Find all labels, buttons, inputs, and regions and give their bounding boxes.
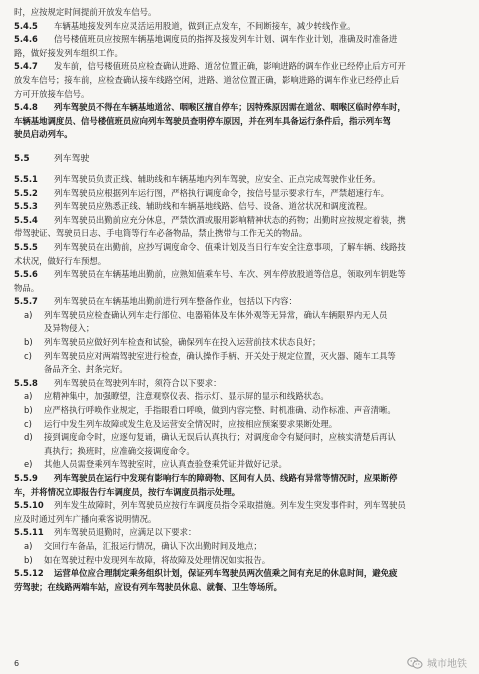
list-item-text: 接到调度命令时，应逐句复诵，确认无误后认真执行；对调度命令有疑问时，应核实清楚后再认 xyxy=(44,432,396,443)
list-item-text: 备品齐全、封条完好。 xyxy=(44,364,128,375)
clause-number: 5.5.11 xyxy=(14,527,44,538)
list-item-text: 及异物侵入； xyxy=(44,323,95,334)
clause-line xyxy=(14,486,467,500)
clause-text: 带驾驶证、驾驶员日志、手电筒等行车必备物品，禁止携带与工作无关的物品。 xyxy=(14,228,308,239)
list-item-text: 运行中发生列车故障或发生危及运营安全情况时，应按相应预案要求果断处理。 xyxy=(44,418,338,429)
clause-line xyxy=(14,187,467,201)
clause-text: 车，并将情况立即报告行车调度员，按行车调度员指示处理。 xyxy=(14,486,241,497)
clause-text: 列车驾驶员负责正线、辅助线和车辆基地内列车驾驶，应安全、正点完成驾驶作业任务。 xyxy=(54,173,381,184)
clause-number: 5.5.3 xyxy=(14,201,38,212)
page-number: 6 xyxy=(14,659,20,668)
list-marker: b) xyxy=(24,405,33,416)
clause-number: 5.5.7 xyxy=(14,296,38,307)
list-item-line xyxy=(14,336,467,350)
list-marker: c) xyxy=(24,350,32,361)
clause-text: 车辆基地接发列车应灵活运用股道，做到正点发车，不间断接车，减少转线作业。 xyxy=(54,20,356,31)
clause-line xyxy=(14,295,467,309)
list-marker: a) xyxy=(24,391,33,402)
list-item-line xyxy=(14,309,467,323)
watermark xyxy=(407,655,467,670)
list-marker: b) xyxy=(24,554,33,565)
clause-number: 5.4.7 xyxy=(14,61,38,72)
list-item-text: 列车驾驶员应检查确认列车走行部位、电器箱体及车体外观等无异常，确认车辆限界内无人员 xyxy=(44,309,388,320)
clause-text: 劳驾驶；在线路两端车站，应设有列车驾驶员休息、就餐、卫生等场所。 xyxy=(14,581,282,592)
clause-number: 5.4.6 xyxy=(14,34,38,45)
clause-text: 信号楼值班员应按照车辆基地调度员的指挥及接发列车计划、调车作业计划，准确及时准备进 xyxy=(54,34,398,45)
list-item-text: 如在驾驶过程中发现列车故障，将故障及处理情况如实报告。 xyxy=(44,554,271,565)
clause-line xyxy=(14,20,467,34)
list-item-line xyxy=(14,390,467,404)
clause-line xyxy=(14,377,467,391)
list-item-text: 应精神集中，加强瞭望，注意观察仪表、指示灯、显示屏的显示和线路状态。 xyxy=(44,391,329,402)
clause-number: 5.5.2 xyxy=(14,187,38,198)
clause-number: 5.4.8 xyxy=(14,102,38,113)
wechat-icon xyxy=(407,657,423,669)
clause-number: 5.5.9 xyxy=(14,473,38,483)
clause-text: 列车驾驶员不得在车辆基地道岔、咽喉区擅自停车；因特殊原因需在道岔、咽喉区临时停车时， xyxy=(54,102,406,113)
list-item-line xyxy=(14,458,467,472)
list-item-text: 其他人员需登乘列车驾驶室时，应认真查验登乘凭证并做好记录。 xyxy=(44,459,287,470)
clause-text: 列车驾驶员出勤前应充分休息，严禁饮酒或服用影响精神状态的药物；出勤时应按规定着装，携 xyxy=(54,214,406,225)
clause-text: 路，做好接发列车组织工作。 xyxy=(14,47,123,58)
section-number: 5.5 xyxy=(14,153,30,164)
clause-number: 5.5.4 xyxy=(14,214,38,225)
clause-line xyxy=(14,472,467,486)
section-title: 列车驾驶 xyxy=(54,153,90,164)
clause-number: 5.5.1 xyxy=(14,173,38,184)
list-item-line xyxy=(14,554,467,568)
clause-number: 5.5.6 xyxy=(14,269,38,280)
clause-line xyxy=(14,282,467,296)
clause-line xyxy=(14,115,467,129)
clause-text: 物品。 xyxy=(14,282,40,293)
clause-line xyxy=(14,60,467,74)
clause-number: 5.5.5 xyxy=(14,241,38,252)
clause-line xyxy=(14,513,467,527)
clause-line xyxy=(14,88,467,102)
list-item-text: 真执行；换班时，应准确交接调度命令。 xyxy=(44,445,195,456)
clause-line xyxy=(14,128,467,142)
section-heading xyxy=(14,152,467,166)
watermark-text: 城市地铁 xyxy=(427,659,467,670)
clause-text: 应及时通过列车广播向乘客说明情况。 xyxy=(14,513,157,524)
list-marker: d) xyxy=(24,432,33,443)
clause-text: 方可开放接车信号。 xyxy=(14,88,90,99)
clause-text: 发车前，信号楼值班员应检查确认进路、道岔位置正确，影响进路的调车作业已经停止后方可开 xyxy=(54,61,406,72)
list-marker: e) xyxy=(24,459,33,470)
list-item-line xyxy=(14,431,467,445)
clause-line xyxy=(14,101,467,115)
list-item-line xyxy=(14,363,467,377)
clause-line xyxy=(14,33,467,47)
clause-text: 运营单位应合理制定乘务组织计划，保证列车驾驶员两次值乘之间有充足的休息时间，避免疲 xyxy=(54,568,398,579)
clause-text: 列车驾驶员在驾驶列车时，须符合以下要求： xyxy=(54,377,222,388)
body-line: 时，应按规定时间提前开放发车信号。 xyxy=(14,7,157,17)
clause-line xyxy=(14,268,467,282)
list-item-text: 应严格执行呼唤作业规定，手指眼看口呼唤，做到内容完整、时机准确、动作标准、声音清晰。 xyxy=(44,405,396,416)
clause-text: 放发车信号；接车前，应检查确认接车线路空闲，进路、道岔位置正确，影响进路的调车作业已经停止后 xyxy=(14,74,400,85)
clause-number: 5.5.12 xyxy=(14,568,44,579)
clause-line xyxy=(14,74,467,88)
clause-line xyxy=(14,227,467,241)
clause-text: 驶员启动列车。 xyxy=(14,129,73,140)
document-body xyxy=(14,6,467,594)
clause-text: 列车发生故障时，列车驾驶员应按行车调度员指令采取措施。列车发生突发事件时，列车驾驶员 xyxy=(54,500,406,511)
clause-line xyxy=(14,173,467,187)
clause-line xyxy=(14,47,467,61)
list-item-line xyxy=(14,540,467,554)
clause-text: 列车驾驶员在出勤前，应抄写调度命令、值乘计划及当日行车安全注意事项，了解车辆、线路技 xyxy=(54,241,406,252)
clause-line xyxy=(14,214,467,228)
list-item-line xyxy=(14,404,467,418)
clause-line xyxy=(14,200,467,214)
clause-line xyxy=(14,526,467,540)
clause-number: 5.5.10 xyxy=(14,500,44,511)
clause-text: 列车驾驶员应根据列车运行图，严格执行调度命令，按信号显示要求行车，严禁超速行车。 xyxy=(54,187,389,198)
list-item-line xyxy=(14,350,467,364)
clause-text: 车辆基地调度员、信号楼值班员应向列车驾驶员查明停车原因，并在列车具备运行条件后，指示列车驾 xyxy=(14,115,391,126)
list-marker: c) xyxy=(24,418,32,429)
clause-line xyxy=(14,567,467,581)
clause-text: 列车驾驶员在车辆基地出勤前，应熟知值乘车号、车次、列车停放股道等信息，领取列车钥匙等 xyxy=(54,269,406,280)
clause-text: 列车驾驶员在车辆基地出勤前进行列车整备作业，包括以下内容： xyxy=(54,296,297,307)
list-item-line xyxy=(14,445,467,459)
clause-number: 5.5.8 xyxy=(14,377,38,388)
clause-text: 列车驾驶员在运行中发现有影响行车的障碍物、区间有人员、线路有异常等情况时，应果断停 xyxy=(54,473,398,483)
clause-line xyxy=(14,255,467,269)
clause-number: 5.4.5 xyxy=(14,20,38,31)
clause-text: 术状况，做好行车预想。 xyxy=(14,255,107,266)
list-item-text: 列车驾驶员应对两端驾驶室进行检查，确认操作手柄、开关处于规定位置，灭火器、随车工具等 xyxy=(44,350,396,361)
list-item-line xyxy=(14,418,467,432)
clause-line xyxy=(14,499,467,513)
list-item-text: 列车驾驶员应做好列车检查和试验，确保列车在投入运营前技术状态良好； xyxy=(44,337,321,348)
clause-line xyxy=(14,581,467,595)
list-item-line xyxy=(14,322,467,336)
clause-text: 列车驾驶员退勤时，应满足以下要求： xyxy=(54,527,197,538)
clause-text: 列车驾驶员应熟悉正线、辅助线和车辆基地线路、信号、设备、道岔状况和调度流程。 xyxy=(54,201,373,212)
list-marker: a) xyxy=(24,309,33,320)
list-marker: b) xyxy=(24,337,33,348)
clause-line xyxy=(14,241,467,255)
list-marker: a) xyxy=(24,540,33,551)
list-item-text: 交回行车备品，汇报运行情况，确认下次出勤时间及地点； xyxy=(44,540,262,551)
